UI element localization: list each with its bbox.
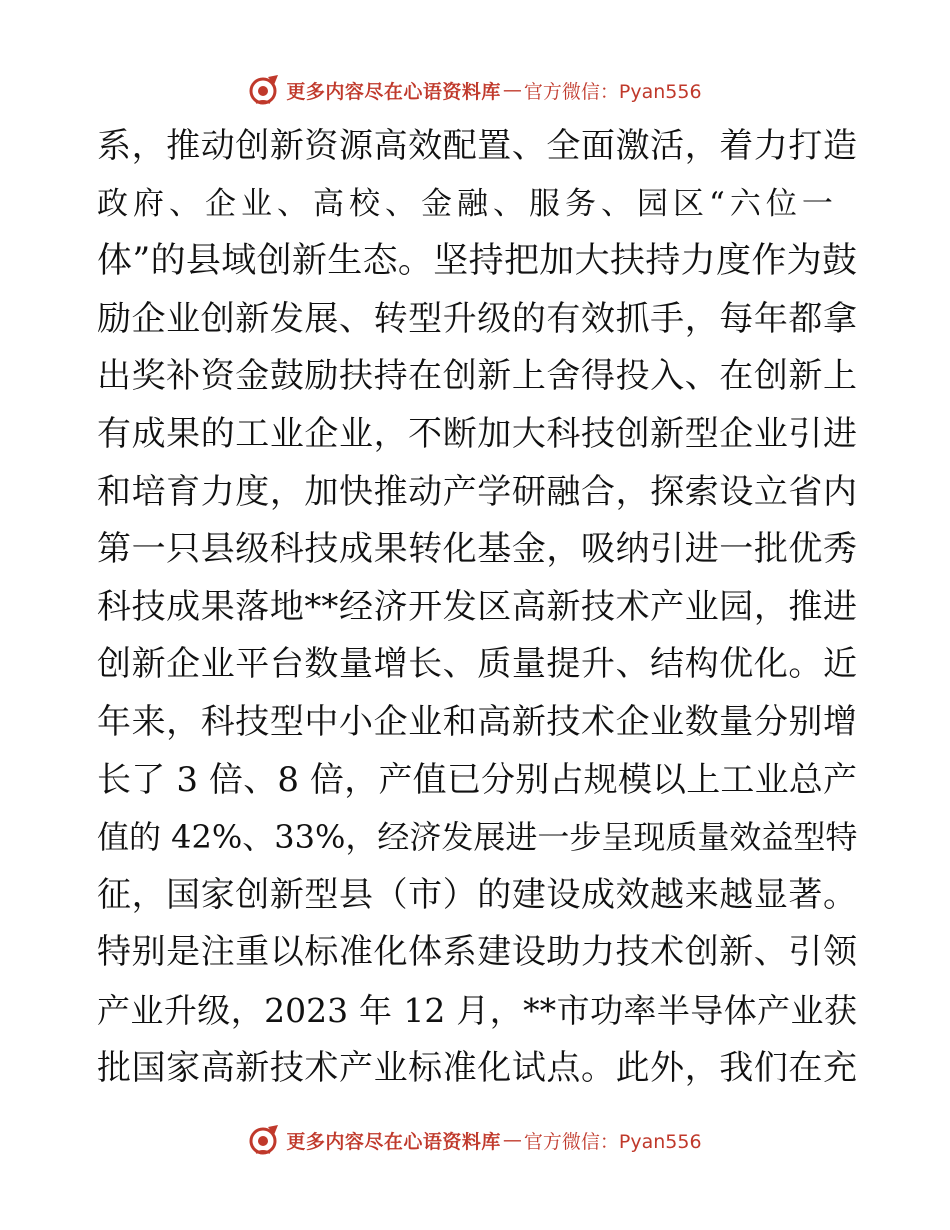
body-line: 长了 3 倍、8 倍，产值已分别占规模以上工业总产 bbox=[97, 759, 857, 800]
footer-banner bbox=[0, 1120, 950, 1160]
footer-separator: — bbox=[502, 1129, 522, 1151]
body-line: 值的 42%、33%，经济发展进一步呈现质量效益型特 bbox=[97, 818, 858, 857]
document-body bbox=[97, 118, 857, 1097]
body-line: 批国家高新技术产业标准化试点。此外，我们在充 bbox=[97, 1047, 857, 1088]
body-line: 系，推动创新资源高效配置、全面激活，着力打造 bbox=[97, 126, 857, 166]
header-wechat-text: 官方微信：Pyan556 bbox=[523, 80, 702, 103]
body-line: 创新企业平台数量增长、质量提升、结构优化。近 bbox=[97, 644, 857, 685]
body-line: 励企业创新发展、转型升级的有效抓手，每年都拿 bbox=[97, 298, 857, 339]
body-line: 出奖补资金鼓励扶持在创新上舍得投入、在创新上 bbox=[97, 356, 857, 397]
body-line: 产业升级，2023 年 12 月，**市功率半导体产业获 bbox=[97, 990, 857, 1030]
body-line: 科技成果落地**经济开发区高新技术产业园，推进 bbox=[97, 586, 857, 627]
body-line: 特别是注重以标准化体系建设助力技术创新、引领 bbox=[97, 932, 857, 973]
footer-wechat-text: 官方微信：Pyan556 bbox=[523, 1130, 702, 1153]
body-line: 第一只县级科技成果转化基金，吸纳引进一批优秀 bbox=[97, 529, 857, 570]
brand-logo-icon bbox=[248, 1123, 282, 1157]
header-separator: — bbox=[502, 79, 522, 101]
body-line: 有成果的工业企业，不断加大科技创新型企业引进 bbox=[97, 413, 857, 454]
body-line: 体”的县域创新生态。坚持把加大扶持力度作为鼓 bbox=[97, 241, 857, 282]
header-brand-text: 更多内容尽在心语资料库 bbox=[286, 80, 501, 103]
body-line: 和培育力度，加快推动产学研融合，探索设立省内 bbox=[97, 471, 857, 512]
header-banner bbox=[0, 70, 950, 110]
footer-brand-text: 更多内容尽在心语资料库 bbox=[286, 1130, 501, 1153]
brand-logo-icon bbox=[248, 73, 282, 107]
body-line: 征，国家创新型县（市）的建设成效越来越显著。 bbox=[97, 874, 857, 915]
body-line: 政府、企业、高校、金融、服务、园区“六位一 bbox=[97, 185, 838, 222]
body-line: 年来，科技型中小企业和高新技术企业数量分别增 bbox=[97, 701, 857, 742]
